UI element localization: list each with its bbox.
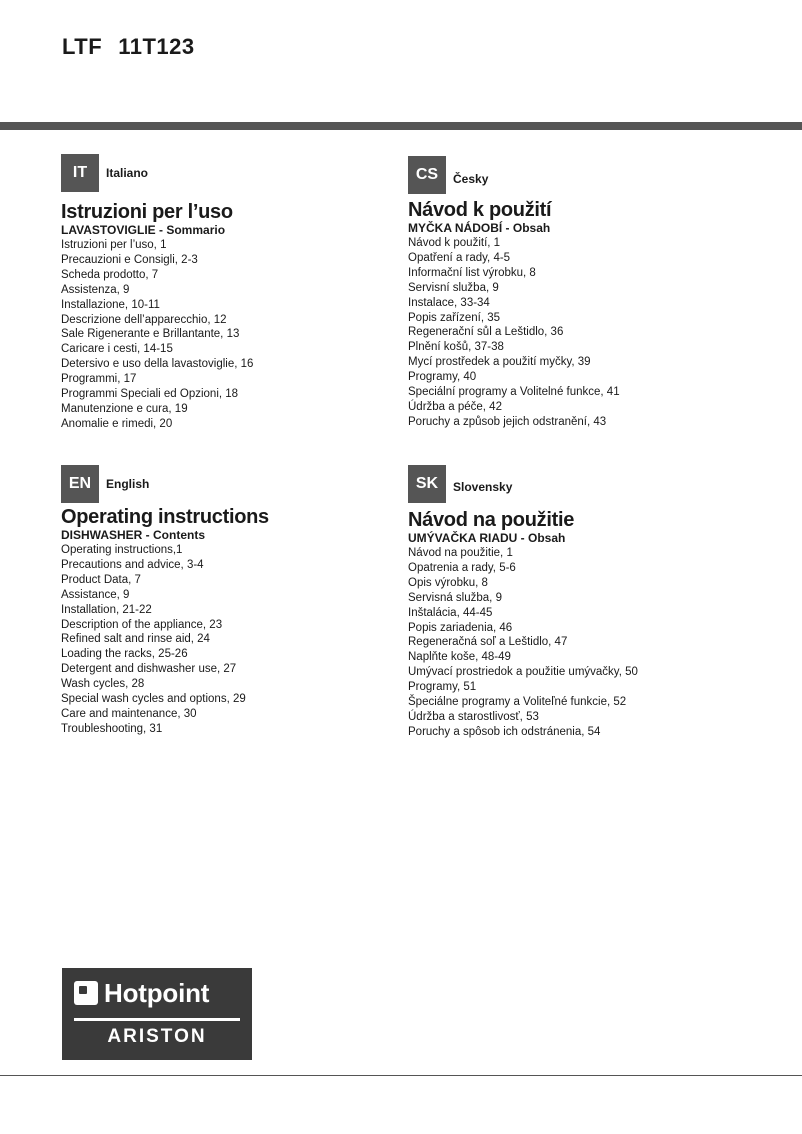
toc-item: Informační list výrobku, 8 <box>408 266 536 279</box>
language-code-badge: SK <box>408 465 446 503</box>
toc-item: Programy, 51 <box>408 681 477 694</box>
toc-item: Caricare i cesti, 14-15 <box>61 343 173 356</box>
section-english <box>61 465 411 737</box>
model-code: 11T123 <box>118 34 195 59</box>
toc-item: Opatrenia a rady, 5-6 <box>408 561 516 574</box>
table-of-contents <box>408 236 758 430</box>
toc-item: Programmi, 17 <box>61 373 137 386</box>
toc-item: Návod k použití, 1 <box>408 237 501 249</box>
toc-item: Installazione, 10-11 <box>61 298 160 311</box>
toc-item: Servisná služba, 9 <box>408 591 502 604</box>
toc-item: Umývací prostriedok a použitie umývačky, 50 <box>408 666 638 679</box>
toc-item: Popis zařízení, 35 <box>408 311 501 324</box>
toc-item: Poruchy a spôsob ich odstránenia, 54 <box>408 725 601 738</box>
toc-item: Regenerační sůl a Leštidlo, 36 <box>408 326 564 339</box>
language-header <box>408 156 758 194</box>
section-subtitle: DISHWASHER - Contents <box>61 528 205 542</box>
hotpoint-square-icon <box>74 981 98 1005</box>
toc-item: Návod na použitie, 1 <box>408 547 513 559</box>
section-czech <box>408 156 758 430</box>
toc-item: Poruchy a způsob jejich odstranění, 43 <box>408 415 607 428</box>
footer-divider <box>0 1075 802 1076</box>
toc-item: Opatření a rady, 4-5 <box>408 251 511 264</box>
language-header <box>408 465 758 503</box>
header-divider <box>0 122 802 130</box>
toc-item: Scheda prodotto, 7 <box>61 268 159 281</box>
toc-item: Špeciálne programy a Voliteľné funkcie, 52 <box>408 696 627 709</box>
toc-item: Detersivo e uso della lavastoviglie, 16 <box>61 358 254 371</box>
language-code-badge: EN <box>61 465 99 503</box>
section-slovak <box>408 465 758 740</box>
toc-item: Care and maintenance, 30 <box>61 707 197 720</box>
toc-item: Assistance, 9 <box>61 588 130 601</box>
toc-item: Opis výrobku, 8 <box>408 576 488 589</box>
toc-item: Programmi Speciali ed Opzioni, 18 <box>61 388 239 401</box>
toc-item: Assistenza, 9 <box>61 283 130 296</box>
language-code-badge: CS <box>408 156 446 194</box>
section-title: Návod k použití <box>408 199 552 221</box>
section-italian <box>61 154 411 432</box>
language-code-badge: IT <box>61 154 99 192</box>
language-header <box>61 465 411 503</box>
toc-item: Manutenzione e cura, 19 <box>61 402 188 415</box>
toc-item: Troubleshooting, 31 <box>61 722 163 735</box>
toc-item: Product Data, 7 <box>61 573 141 586</box>
toc-item: Istruzioni per l’uso, 1 <box>61 239 167 251</box>
language-name: Česky <box>453 172 489 186</box>
section-subtitle: UMÝVAČKA RIADU - Obsah <box>408 531 566 545</box>
toc-item: Anomalie e rimedi, 20 <box>61 417 173 430</box>
section-title: Istruzioni per l’uso <box>61 201 233 223</box>
toc-item: Servisní služba, 9 <box>408 281 499 294</box>
toc-item: Plnění košů, 37-38 <box>408 341 504 354</box>
brand-row <box>74 977 209 1009</box>
toc-item: Wash cycles, 28 <box>61 678 145 691</box>
section-subtitle: LAVASTOVIGLIE - Sommario <box>61 223 226 237</box>
toc-item: Operating instructions,1 <box>61 544 183 556</box>
sub-brand-name: ARISTON <box>107 1026 207 1047</box>
toc-item: Descrizione dell’apparecchio, 12 <box>61 313 227 326</box>
hotpoint-ariston-logo <box>62 968 252 1060</box>
toc-item: Special wash cycles and options, 29 <box>61 693 246 706</box>
toc-item: Precautions and advice, 3-4 <box>61 558 204 571</box>
toc-item: Regeneračná soľ a Leštidlo, 47 <box>408 636 568 649</box>
toc-item: Detergent and dishwasher use, 27 <box>61 663 237 676</box>
model-prefix: LTF <box>62 34 103 59</box>
language-name: English <box>106 477 150 491</box>
table-of-contents <box>61 543 411 737</box>
language-name: Italiano <box>106 166 149 180</box>
language-name: Slovensky <box>453 480 513 494</box>
toc-item: Údržba a starostlivosť, 53 <box>408 710 539 723</box>
section-title: Operating instructions <box>61 506 269 528</box>
toc-item: Loading the racks, 25-26 <box>61 648 188 661</box>
toc-item: Installation, 21-22 <box>61 603 152 616</box>
toc-item: Popis zariadenia, 46 <box>408 621 513 634</box>
toc-item: Sale Rigenerante e Brillantante, 13 <box>61 328 240 341</box>
toc-item: Mycí prostředek a použití myčky, 39 <box>408 356 591 369</box>
logo-divider <box>74 1018 240 1021</box>
toc-item: Speciální programy a Volitelné funkce, 41 <box>408 386 620 399</box>
toc-item: Description of the appliance, 23 <box>61 618 223 631</box>
toc-item: Programy, 40 <box>408 371 477 384</box>
language-header <box>61 154 411 192</box>
brand-name: Hotpoint <box>104 978 210 1008</box>
toc-item: Naplňte koše, 48-49 <box>408 651 511 664</box>
toc-item: Inštalácia, 44-45 <box>408 606 493 619</box>
toc-item: Údržba a péče, 42 <box>408 400 502 413</box>
section-subtitle: MYČKA NÁDOBÍ - Obsah <box>408 221 551 235</box>
toc-item: Instalace, 33-34 <box>408 296 490 309</box>
toc-item: Refined salt and rinse aid, 24 <box>61 633 210 646</box>
section-title: Návod na použitie <box>408 509 575 531</box>
toc-item: Precauzioni e Consigli, 2-3 <box>61 253 198 266</box>
model-number <box>62 34 195 60</box>
table-of-contents <box>61 238 411 432</box>
table-of-contents <box>408 546 758 740</box>
